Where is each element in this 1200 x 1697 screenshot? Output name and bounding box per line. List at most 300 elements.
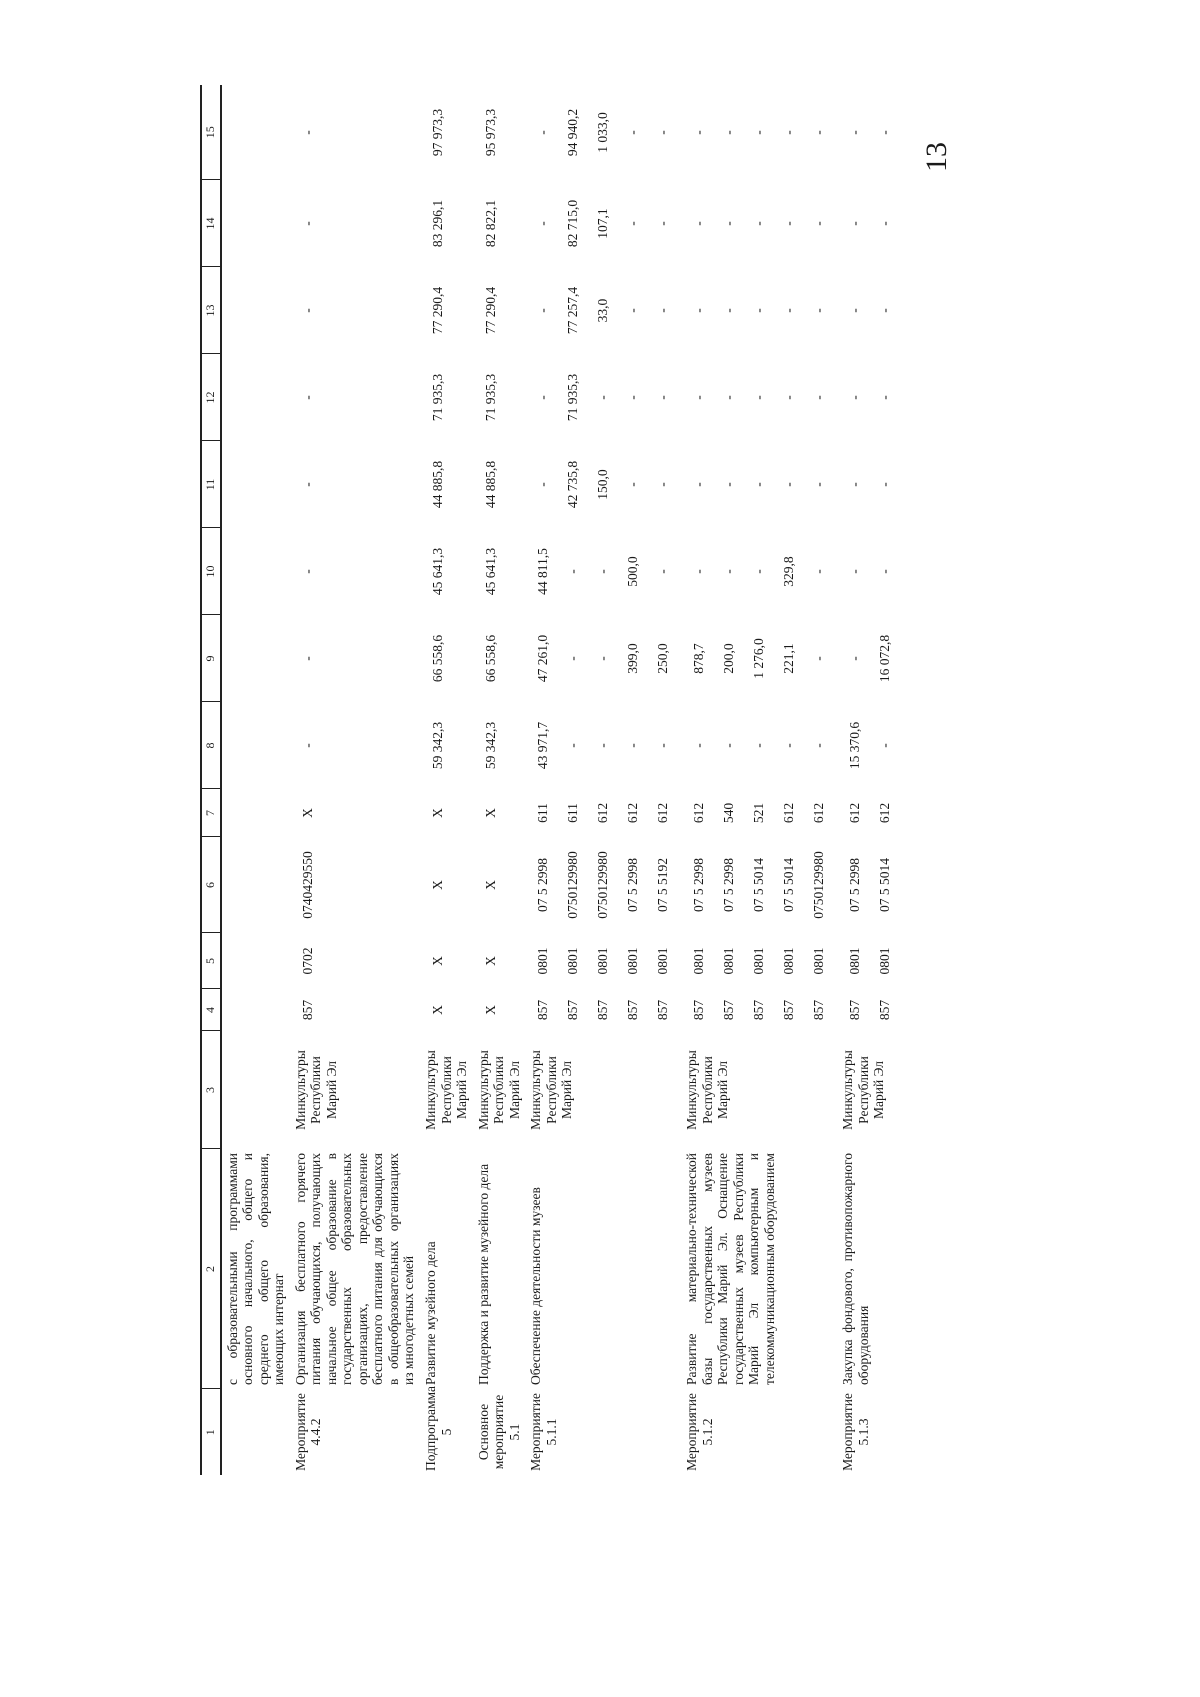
row-executor <box>221 1031 290 1149</box>
value-cell <box>837 789 903 837</box>
column-header: 4 <box>201 989 221 1031</box>
value-cell <box>473 837 526 933</box>
value: 77 290,4 <box>429 286 445 335</box>
value: 200,0 <box>721 643 737 674</box>
value: - <box>847 308 863 313</box>
table-row <box>290 85 420 1475</box>
row-description: Поддержка и развитие музейного дела <box>475 1163 491 1385</box>
value: - <box>625 743 641 748</box>
value-cell <box>681 989 837 1031</box>
value-cell <box>837 354 903 441</box>
row-name: Мероприятие 4.4.2 <box>292 1393 324 1471</box>
column-header: 6 <box>201 837 221 933</box>
value: 0801 <box>751 947 767 975</box>
value: 44 885,8 <box>429 460 445 509</box>
value: - <box>299 743 315 748</box>
value-cell <box>681 354 837 441</box>
value-cell <box>525 528 681 615</box>
value: 07 5 2998 <box>691 858 707 912</box>
value-cell <box>837 528 903 615</box>
value: 107,1 <box>595 208 611 239</box>
value: - <box>751 221 767 226</box>
value: - <box>535 308 551 313</box>
row-executor: Минкультуры Республики Марий Эл <box>422 1050 470 1130</box>
value: - <box>721 743 737 748</box>
value: 1 276,0 <box>751 638 767 679</box>
value: - <box>595 743 611 748</box>
value-cell <box>290 615 420 702</box>
value: 07 5 5014 <box>877 858 893 912</box>
value: - <box>299 130 315 135</box>
value-cell <box>681 837 837 933</box>
value: - <box>595 569 611 574</box>
value: 66 558,6 <box>482 634 498 683</box>
value: - <box>781 130 797 135</box>
value-cell <box>221 615 290 702</box>
value: - <box>877 743 893 748</box>
value: - <box>625 308 641 313</box>
value: 857 <box>691 999 707 1021</box>
value-cell <box>837 180 903 267</box>
value: 77 257,4 <box>565 286 581 335</box>
value: - <box>655 569 671 574</box>
value: - <box>751 482 767 487</box>
value-cell <box>420 85 473 180</box>
value-cell <box>473 933 526 989</box>
value: 612 <box>811 802 827 824</box>
value-cell <box>420 267 473 354</box>
value: 45 641,3 <box>482 547 498 596</box>
value: 857 <box>655 999 671 1021</box>
value: X <box>429 880 445 890</box>
value: - <box>595 395 611 400</box>
table-row <box>420 85 473 1475</box>
value: 611 <box>535 803 551 823</box>
value: - <box>655 308 671 313</box>
value: 94 940,2 <box>565 108 581 157</box>
value: - <box>811 743 827 748</box>
value: 0801 <box>655 947 671 975</box>
value-cell <box>473 180 526 267</box>
value: X <box>429 808 445 818</box>
value: - <box>299 221 315 226</box>
value: - <box>781 395 797 400</box>
column-header: 15 <box>201 85 221 180</box>
value-cell <box>221 85 290 180</box>
value-cell <box>290 528 420 615</box>
value: - <box>535 482 551 487</box>
value: 399,0 <box>625 643 641 674</box>
value: 71 935,3 <box>429 373 445 422</box>
value: 857 <box>535 999 551 1021</box>
value: 45 641,3 <box>429 547 445 596</box>
value: - <box>721 130 737 135</box>
value-cell <box>837 615 903 702</box>
value: 857 <box>299 999 315 1021</box>
value-cell <box>290 441 420 528</box>
value-cell <box>221 933 290 989</box>
budget-table <box>200 85 903 1475</box>
value-cell <box>221 528 290 615</box>
value: 612 <box>877 802 893 824</box>
value: 857 <box>877 999 893 1021</box>
value: - <box>655 221 671 226</box>
value-cell <box>473 267 526 354</box>
value: - <box>721 221 737 226</box>
value: - <box>751 743 767 748</box>
value: - <box>299 569 315 574</box>
column-header: 2 <box>201 1149 221 1389</box>
value-cell <box>681 267 837 354</box>
row-name: Основное мероприятие 5.1 <box>475 1394 522 1470</box>
value: 521 <box>751 802 767 824</box>
value: 42 735,8 <box>565 460 581 509</box>
row-executor: Минкультуры Республики Марий Эл <box>475 1050 522 1130</box>
value: - <box>877 130 893 135</box>
value: 612 <box>691 802 707 824</box>
column-header: 1 <box>201 1389 221 1475</box>
value-cell <box>473 615 526 702</box>
value: - <box>781 482 797 487</box>
value: 611 <box>565 803 581 823</box>
value-cell <box>681 702 837 789</box>
value-cell <box>221 837 290 933</box>
value: - <box>877 569 893 574</box>
value: 878,7 <box>691 643 707 674</box>
table-row <box>525 85 681 1475</box>
value: - <box>751 308 767 313</box>
value: - <box>691 482 707 487</box>
value-cell <box>420 789 473 837</box>
value: - <box>781 743 797 748</box>
value: 857 <box>625 999 641 1021</box>
value-cell <box>473 789 526 837</box>
table-header-row <box>201 85 221 1475</box>
value: - <box>535 395 551 400</box>
value-cell <box>420 702 473 789</box>
value: - <box>847 221 863 226</box>
value: 1 033,0 <box>595 112 611 153</box>
value: 0750129980 <box>595 851 611 919</box>
value: - <box>877 482 893 487</box>
value: 97 973,3 <box>429 108 445 157</box>
value: - <box>847 130 863 135</box>
value: - <box>299 308 315 313</box>
table-row <box>681 85 837 1475</box>
row-description: Развитие материально-технической базы государственных музеев Республики Марий Эл. Оснащение государственных музеев Республики Марий Эл компьютерным и телекоммуникационным оборудованием <box>684 1153 777 1385</box>
value: 77 290,4 <box>482 286 498 335</box>
row-description: Развитие музейного дела <box>422 1241 438 1385</box>
value: - <box>655 743 671 748</box>
row-description: Закупка фондового, противопожарного оборудования <box>840 1153 871 1385</box>
value-cell <box>290 789 420 837</box>
value: 44 885,8 <box>482 460 498 509</box>
value-cell <box>525 180 681 267</box>
value: 71 935,3 <box>482 373 498 422</box>
row-description: Обеспечение деятельности музеев <box>528 1187 544 1385</box>
value: - <box>811 656 827 661</box>
value-cell <box>290 180 420 267</box>
value: 07 5 2998 <box>721 858 737 912</box>
value: 82 715,0 <box>565 199 581 248</box>
value: - <box>625 395 641 400</box>
value: - <box>751 130 767 135</box>
value: X <box>482 808 498 818</box>
value: 857 <box>751 999 767 1021</box>
value: - <box>625 221 641 226</box>
value: 0801 <box>625 947 641 975</box>
value: 221,1 <box>781 643 797 674</box>
column-header: 12 <box>201 354 221 441</box>
value-cell <box>525 989 681 1031</box>
row-executor: Минкультуры Республики Марий Эл <box>528 1050 575 1130</box>
value-cell <box>290 989 420 1031</box>
value: 16 072,8 <box>877 634 893 683</box>
value: 47 261,0 <box>535 634 551 683</box>
value: - <box>847 395 863 400</box>
row-description: с образовательными программами основного начального, общего и среднего общего образования, имеющих интернат <box>224 1153 287 1385</box>
value-cell <box>681 615 837 702</box>
value: - <box>781 221 797 226</box>
value-cell <box>837 989 903 1031</box>
value: - <box>811 482 827 487</box>
value: - <box>811 221 827 226</box>
row-name <box>221 1389 290 1475</box>
value-cell <box>681 933 837 989</box>
value-cell <box>837 267 903 354</box>
value-cell <box>525 267 681 354</box>
value-cell <box>681 789 837 837</box>
value: - <box>877 395 893 400</box>
row-executor: Минкультуры Республики Марий Эл <box>684 1050 731 1130</box>
value-cell <box>221 354 290 441</box>
value-cell <box>420 615 473 702</box>
value-cell <box>525 441 681 528</box>
value: - <box>847 656 863 661</box>
value: X <box>429 1005 445 1015</box>
value-cell <box>420 837 473 933</box>
value-cell <box>681 85 837 180</box>
table-row <box>837 85 903 1475</box>
column-header: 5 <box>201 933 221 989</box>
value-cell <box>525 354 681 441</box>
value: - <box>691 743 707 748</box>
value: - <box>691 569 707 574</box>
value: 07 5 5192 <box>655 858 671 912</box>
value-cell <box>525 933 681 989</box>
table-body <box>221 85 903 1475</box>
rotated-table-container <box>200 85 970 1475</box>
value-cell <box>290 837 420 933</box>
value-cell <box>525 615 681 702</box>
value: - <box>565 569 581 574</box>
value: 07 5 2998 <box>847 858 863 912</box>
value: 0750129980 <box>565 851 581 919</box>
value-cell <box>420 180 473 267</box>
value: - <box>811 308 827 313</box>
row-name: Мероприятие 5.1.2 <box>684 1393 715 1471</box>
value: 0801 <box>811 947 827 975</box>
value-cell <box>473 528 526 615</box>
value-cell <box>473 354 526 441</box>
value: 15 370,6 <box>847 721 863 770</box>
value-cell <box>681 441 837 528</box>
value: - <box>877 221 893 226</box>
value: 0801 <box>691 947 707 975</box>
value: - <box>691 308 707 313</box>
value: 71 935,3 <box>565 373 581 422</box>
row-name: Подпрограмма 5 <box>422 1386 454 1471</box>
value: 0801 <box>781 947 797 975</box>
value: - <box>595 656 611 661</box>
value: - <box>721 395 737 400</box>
column-header: 14 <box>201 180 221 267</box>
value: - <box>565 743 581 748</box>
value: - <box>299 482 315 487</box>
row-description: Организация бесплатного горячего питания обучающихся, получающих начальное общее образование в государственных образовательных организациях, предоставление бесплатного питания для обучающихся в общеобразовательных организациях из многодетных семей <box>292 1153 417 1385</box>
value: - <box>781 308 797 313</box>
column-header: 3 <box>201 1031 221 1149</box>
value-cell <box>420 528 473 615</box>
value: - <box>811 130 827 135</box>
row-executor: Минкультуры Республики Марий Эл <box>840 1050 887 1130</box>
value: 857 <box>565 999 581 1021</box>
value: 82 822,1 <box>482 199 498 248</box>
row-name: Мероприятие 5.1.3 <box>840 1393 871 1471</box>
value-cell <box>525 837 681 933</box>
value: 857 <box>781 999 797 1021</box>
value: - <box>655 395 671 400</box>
page-number: 13 <box>920 142 953 172</box>
value: 500,0 <box>625 556 641 587</box>
value-cell <box>837 85 903 180</box>
value-cell <box>420 441 473 528</box>
value: 59 342,3 <box>429 721 445 770</box>
value: 612 <box>847 802 863 824</box>
value: - <box>811 395 827 400</box>
value: 612 <box>595 802 611 824</box>
value: - <box>691 221 707 226</box>
value: 0801 <box>565 947 581 975</box>
value-cell <box>525 702 681 789</box>
value-cell <box>473 989 526 1031</box>
value: - <box>535 130 551 135</box>
value: 0750129980 <box>811 851 827 919</box>
value: - <box>811 569 827 574</box>
value: 59 342,3 <box>482 721 498 770</box>
column-header: 10 <box>201 528 221 615</box>
value: X <box>429 956 445 966</box>
value: 44 811,5 <box>535 548 551 595</box>
value: 95 973,3 <box>482 108 498 157</box>
value: 83 296,1 <box>429 199 445 248</box>
value-cell <box>473 85 526 180</box>
value-cell <box>290 933 420 989</box>
column-header: 8 <box>201 702 221 789</box>
value: - <box>751 395 767 400</box>
row-name: Мероприятие 5.1.1 <box>528 1393 559 1471</box>
value: - <box>721 569 737 574</box>
column-header: 11 <box>201 441 221 528</box>
value: 857 <box>595 999 611 1021</box>
value: - <box>691 130 707 135</box>
value: - <box>299 656 315 661</box>
value: - <box>625 130 641 135</box>
column-header: 13 <box>201 267 221 354</box>
value-cell <box>290 85 420 180</box>
value: 250,0 <box>655 643 671 674</box>
value-cell <box>420 989 473 1031</box>
value-cell <box>837 933 903 989</box>
value: - <box>721 482 737 487</box>
value: - <box>299 395 315 400</box>
value: 857 <box>721 999 737 1021</box>
value-cell <box>221 267 290 354</box>
value-cell <box>525 85 681 180</box>
value: - <box>565 656 581 661</box>
value-cell <box>221 180 290 267</box>
value-cell <box>681 180 837 267</box>
value: 0801 <box>847 947 863 975</box>
value-cell <box>290 267 420 354</box>
value-cell <box>837 837 903 933</box>
value: 07 5 5014 <box>751 858 767 912</box>
value: - <box>625 482 641 487</box>
value: - <box>721 308 737 313</box>
value-cell <box>290 702 420 789</box>
value: 540 <box>721 802 737 824</box>
value: X <box>482 1005 498 1015</box>
value: 66 558,6 <box>429 634 445 683</box>
value: X <box>482 956 498 966</box>
value: 0801 <box>595 947 611 975</box>
table-row <box>221 85 290 1475</box>
value: X <box>299 808 315 818</box>
value-cell <box>837 702 903 789</box>
value-cell <box>473 441 526 528</box>
value-cell <box>221 702 290 789</box>
value: - <box>691 395 707 400</box>
value-cell <box>837 441 903 528</box>
value: - <box>847 569 863 574</box>
value-cell <box>221 789 290 837</box>
value: 43 971,7 <box>535 721 551 770</box>
value: - <box>655 130 671 135</box>
value: 07 5 2998 <box>625 858 641 912</box>
value: 0801 <box>721 947 737 975</box>
value: 612 <box>655 802 671 824</box>
value: 0801 <box>877 947 893 975</box>
value-cell <box>221 989 290 1031</box>
value: 07 5 5014 <box>781 858 797 912</box>
value: - <box>655 482 671 487</box>
value: 329,8 <box>781 556 797 587</box>
value-cell <box>221 441 290 528</box>
row-executor: Минкультуры Республики Марий Эл <box>292 1050 339 1130</box>
value: 612 <box>625 802 641 824</box>
value: - <box>877 308 893 313</box>
value: 857 <box>811 999 827 1021</box>
value-cell <box>290 354 420 441</box>
value: 33,0 <box>595 298 611 323</box>
value: 857 <box>847 999 863 1021</box>
value: X <box>482 880 498 890</box>
value: 150,0 <box>595 469 611 500</box>
value-cell <box>420 354 473 441</box>
value-cell <box>681 528 837 615</box>
value: 612 <box>781 802 797 824</box>
value: 0702 <box>299 947 315 975</box>
